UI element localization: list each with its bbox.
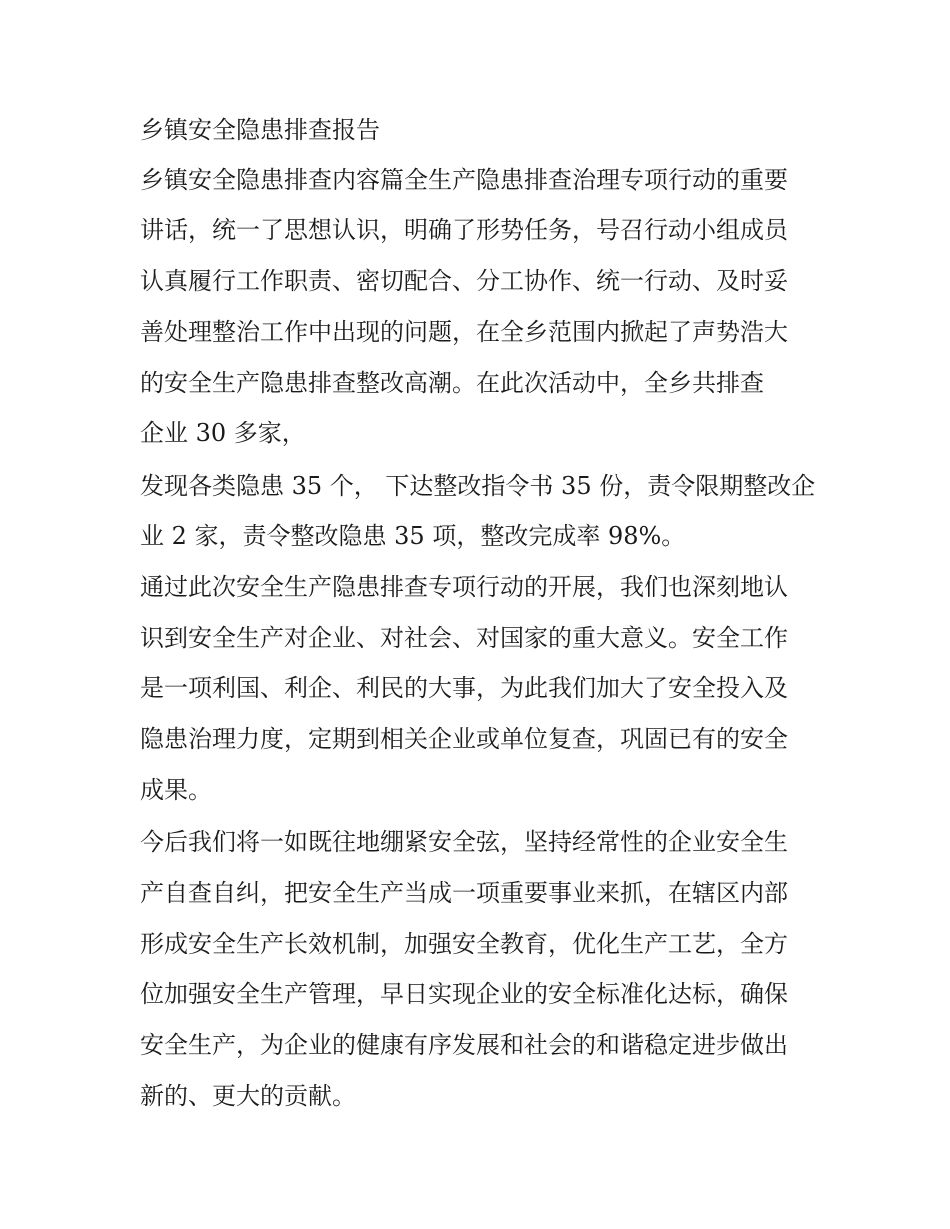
text-line: 识到安全生产对企业、对社会、对国家的重大意义。安全工作 xyxy=(140,624,788,652)
text-line: 业 2 家，责令整改隐患 35 项，整改完成率 98%。 xyxy=(140,522,686,550)
text-line: 成果。 xyxy=(140,776,212,804)
text-line: 讲话，统一了思想认识，明确了形势任务，号召行动小组成员 xyxy=(140,216,788,244)
text-line: 的安全生产隐患排查整改高潮。在此次活动中，全乡共排查 xyxy=(140,369,764,397)
text-line: 形成安全生产长效机制，加强安全教育，优化生产工艺，全方 xyxy=(140,930,788,958)
text-line: 隐患治理力度，定期到相关企业或单位复查，巩固已有的安全 xyxy=(140,725,788,753)
text-line: 善处理整治工作中出现的问题，在全乡范围内掀起了声势浩大 xyxy=(140,318,788,346)
text-line: 认真履行工作职责、密切配合、分工协作、统一行动、及时妥 xyxy=(140,267,788,295)
text-line: 通过此次安全生产隐患排查专项行动的开展，我们也深刻地认 xyxy=(140,573,788,601)
text-line: 乡镇安全隐患排查内容篇全生产隐患排查治理专项行动的重要 xyxy=(140,166,788,194)
text-line: 发现各类隐患 35 个， 下达整改指令书 35 份，责令限期整改企 xyxy=(140,472,816,500)
text-line: 产自查自纠，把安全生产当成一项重要事业来抓，在辖区内部 xyxy=(140,879,788,907)
text-line: 位加强安全生产管理，早日实现企业的安全标准化达标，确保 xyxy=(140,980,788,1008)
document-title: 乡镇安全隐患排查报告 xyxy=(140,116,380,144)
text-line: 新的、更大的贡献。 xyxy=(140,1082,356,1110)
text-line: 安全生产，为企业的健康有序发展和社会的和谐稳定进步做出 xyxy=(140,1031,788,1059)
text-line: 企业 30 多家， xyxy=(140,419,306,447)
text-line: 是一项利国、利企、利民的大事，为此我们加大了安全投入及 xyxy=(140,674,788,702)
text-line: 今后我们将一如既往地绷紧安全弦，坚持经常性的企业安全生 xyxy=(140,828,788,856)
